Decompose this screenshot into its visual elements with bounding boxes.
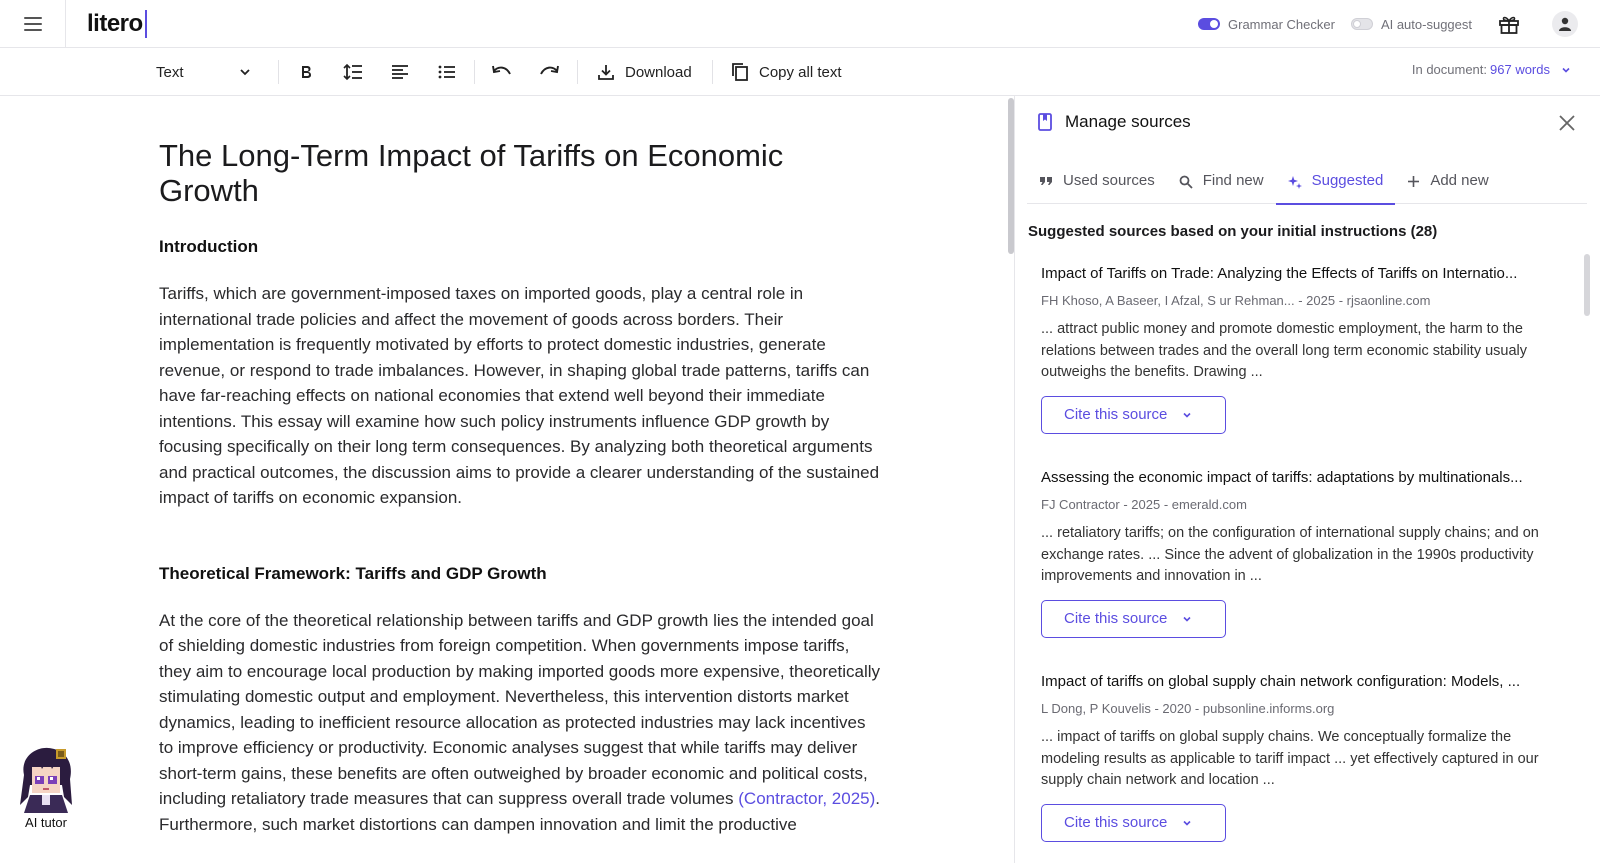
paragraph-text: . Furthermore, such market distortions can dampen innovation and limit the productive	[159, 789, 880, 834]
word-count-dropdown[interactable]	[1412, 62, 1572, 77]
sparkle-icon	[1288, 175, 1302, 189]
bulleted-list-icon	[438, 64, 456, 80]
gift-icon[interactable]	[1498, 14, 1520, 34]
tab-label: Suggested	[1311, 172, 1384, 189]
sources-tabs	[1027, 170, 1587, 204]
cite-button-label: Cite this source	[1064, 406, 1168, 423]
text-style-select[interactable]	[146, 58, 262, 86]
user-icon	[1557, 16, 1573, 32]
source-card	[1041, 468, 1561, 672]
panel-title: Manage sources	[1065, 112, 1191, 131]
ai-tutor-button[interactable]	[14, 745, 78, 830]
formatting-toolbar	[0, 48, 1600, 96]
document-editor[interactable]	[0, 96, 1006, 863]
tab-suggested[interactable]	[1276, 170, 1396, 204]
tab-used-sources[interactable]	[1027, 170, 1167, 204]
undo-icon	[492, 65, 512, 79]
source-snippet: ... impact of tariffs on global supply chains. We conceptually formalize the modeling results as applicable to tariff impact ... yet effectively captured in our supply chain network and location ...	[1041, 729, 1539, 788]
document-title[interactable]: The Long-Term Impact of Tariffs on Economic Growth	[159, 138, 784, 208]
close-icon[interactable]	[1558, 114, 1576, 132]
copy-icon	[731, 62, 749, 82]
source-title[interactable]: Impact of tariffs on global supply chain network configuration: Models, ...	[1041, 673, 1521, 690]
bulleted-list-button[interactable]	[435, 60, 459, 84]
top-bar	[0, 0, 1600, 48]
align-left-icon	[391, 64, 409, 80]
menu-icon	[24, 17, 42, 31]
inline-citation[interactable]: (Contractor, 2025)	[738, 789, 876, 808]
toolbar-divider	[278, 60, 279, 84]
chevron-down-icon	[1181, 409, 1193, 421]
tab-add-new[interactable]	[1395, 170, 1500, 204]
panel-header	[1037, 112, 1191, 132]
source-title[interactable]: Impact of Tariffs on Trade: Analyzing the Effects of Tariffs on Internatio...	[1041, 265, 1518, 282]
bookmark-icon	[1037, 112, 1053, 132]
paragraph-text: At the core of the theoretical relationship between tariffs and GDP growth lies the intended goal of shielding domestic industries from foreign competition. When governments impose tariffs, they aim to encourage local production by making imported goods more expensive, theoretically stimulating domestic output and employment. Nevertheless, this intervention distorts market dynamics, leading to inefficient resource allocation as protected industries may lack incentives to improve efficiency or productivity. Economic analyses suggest that while tariffs may deliver short-term gains, these benefits are often outweighed by broader economic and political costs, including retaliatory trade measures that can suppress overall trade volumes	[159, 610, 881, 808]
section-heading[interactable]: Theoretical Framework: Tariffs and GDP Growth	[159, 563, 547, 583]
chevron-down-icon	[1181, 817, 1193, 829]
cite-this-source-button[interactable]	[1041, 804, 1226, 842]
source-snippet: ... retaliatory tariffs; on the configuration of international supply chains; and on exchange rates. ... Since the advent of globalization in the 1990s productivity improvements and innovation in ...	[1041, 525, 1539, 584]
logo-text: litero	[87, 9, 143, 37]
bold-button[interactable]	[294, 60, 318, 84]
section-heading[interactable]: Introduction	[159, 237, 259, 256]
tab-label: Used sources	[1063, 172, 1155, 189]
cite-this-source-button[interactable]	[1041, 396, 1226, 434]
source-meta: FJ Contractor - 2025 - emerald.com	[1041, 497, 1247, 512]
redo-button[interactable]	[537, 60, 561, 84]
grammar-checker-toggle-group[interactable]	[1198, 17, 1335, 32]
source-card	[1041, 672, 1561, 863]
source-title[interactable]: Assessing the economic impact of tariffs: adaptations by multinationals...	[1041, 469, 1523, 486]
align-left-button[interactable]	[388, 60, 412, 84]
source-meta: L Dong, P Kouvelis - 2020 - pubsonline.informs.org	[1041, 701, 1335, 716]
download-label: Download	[625, 63, 692, 81]
download-button[interactable]	[597, 58, 692, 86]
cite-button-label: Cite this source	[1064, 814, 1168, 831]
ai-autosuggest-label: AI auto-suggest	[1380, 16, 1472, 32]
plus-icon	[1407, 175, 1420, 188]
ai-autosuggest-toggle[interactable]	[1351, 18, 1373, 30]
grammar-checker-label: Grammar Checker	[1228, 16, 1335, 32]
menu-button[interactable]	[0, 0, 66, 48]
grammar-checker-toggle[interactable]	[1198, 18, 1220, 30]
source-meta: FH Khoso, A Baseer, I Afzal, S ur Rehman... - 2025 - rjsaonline.com	[1041, 293, 1431, 308]
source-snippet: ... attract public money and promote domestic employment, the harm to the relations between trades and the overall long term economic stability usualy outweighs the benefits. Drawing ...	[1041, 321, 1528, 380]
ai-tutor-avatar	[14, 745, 78, 813]
redo-icon	[539, 65, 559, 79]
line-spacing-button[interactable]	[341, 60, 365, 84]
tab-label: Find new	[1202, 172, 1264, 189]
cite-this-source-button[interactable]	[1041, 600, 1226, 638]
toolbar-divider	[474, 60, 475, 84]
user-avatar-button[interactable]	[1552, 11, 1578, 37]
text-style-value: Text	[156, 63, 184, 81]
suggested-sources-heading: Suggested sources based on your initial instructions (28)	[1028, 223, 1438, 240]
copy-all-text-label: Copy all text	[759, 63, 842, 81]
panel-scrollbar[interactable]	[1584, 254, 1590, 316]
toolbar-divider	[577, 60, 578, 84]
chevron-down-icon	[238, 65, 252, 79]
cite-button-label: Cite this source	[1064, 610, 1168, 627]
sources-list	[1041, 264, 1561, 863]
source-card	[1041, 264, 1561, 468]
manage-sources-panel	[1014, 96, 1600, 863]
line-spacing-icon	[343, 63, 363, 81]
document-body[interactable]	[159, 138, 883, 837]
section-paragraph[interactable]	[159, 608, 883, 838]
ai-autosuggest-toggle-group[interactable]	[1351, 17, 1472, 32]
logo-cursor	[145, 10, 147, 38]
ai-tutor-label: AI tutor	[25, 815, 67, 830]
bold-icon	[298, 63, 314, 81]
tab-find-new[interactable]	[1167, 170, 1276, 204]
undo-button[interactable]	[490, 60, 514, 84]
copy-all-text-button[interactable]	[731, 58, 842, 86]
word-count-value: 967 words	[1490, 62, 1550, 77]
toolbar-divider	[712, 60, 713, 84]
chevron-down-icon	[1560, 64, 1572, 76]
search-icon	[1179, 175, 1193, 189]
download-icon	[597, 63, 615, 81]
tab-label: Add new	[1430, 172, 1489, 189]
section-paragraph[interactable]: Tariffs, which are government-imposed taxes on imported goods, play a central role in international trade policies and affect the movement of goods across borders. Their implementation is frequently motivated by efforts to protect domestic industries, generate revenue, or respond to trade imbalances. However, in shaping global trade patterns, tariffs can have far-reaching effects on national economies that extend well beyond their immediate intentions. This essay will examine how such policy instruments influence GDP growth by focusing specifically on their long term consequences. By analyzing both theoretical arguments and practical outcomes, the discussion aims to provide a clearer understanding of the sustained impact of tariffs on economic expansion.	[159, 284, 880, 507]
word-count-label: In document:	[1411, 62, 1488, 77]
quote-icon	[1039, 175, 1053, 187]
chevron-down-icon	[1181, 613, 1193, 625]
app-logo[interactable]	[87, 10, 147, 38]
